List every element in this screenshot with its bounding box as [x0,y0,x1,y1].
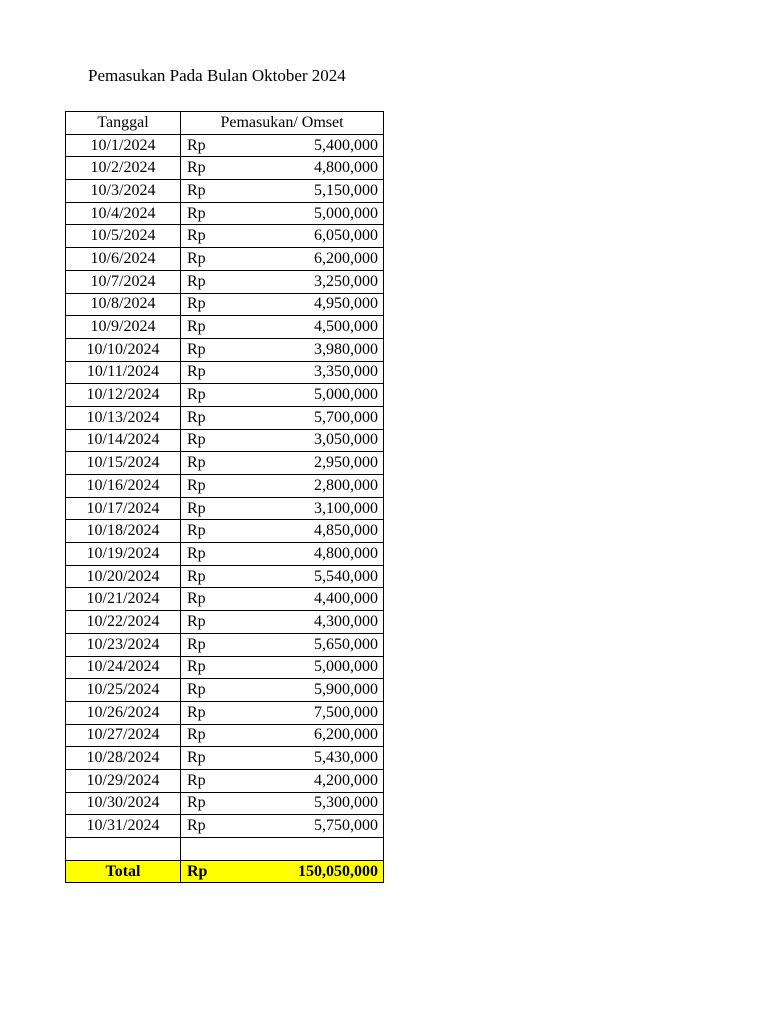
amount-value: 5,650,000 [314,635,378,653]
amount-value: 3,100,000 [314,499,378,517]
amount-value: 5,700,000 [314,408,378,426]
date-cell: 10/19/2024 [66,543,181,566]
total-amount-cell [181,860,384,883]
income-table [65,111,384,883]
currency-label: Rp [187,408,206,426]
amount-cell [181,769,384,792]
amount-value: 5,000,000 [314,658,378,676]
total-amount: 150,050,000 [298,862,378,880]
date-cell: 10/4/2024 [66,202,181,225]
amount-cell [181,429,384,452]
amount-value: 4,400,000 [314,590,378,608]
amount-cell [181,815,384,838]
currency-label: Rp [187,476,206,494]
currency-label: Rp [187,454,206,472]
currency-label: Rp [187,204,206,222]
currency-label: Rp [187,159,206,177]
amount-cell [181,656,384,679]
table-row [66,270,384,293]
table-row [66,248,384,271]
amount-cell [181,293,384,316]
table-row [66,679,384,702]
date-cell: 10/18/2024 [66,520,181,543]
date-cell: 10/7/2024 [66,270,181,293]
page-title: Pemasukan Pada Bulan Oktober 2024 [88,66,346,85]
amount-value: 6,200,000 [314,249,378,267]
amount-value: 6,200,000 [314,726,378,744]
header-date: Tanggal [66,112,181,135]
amount-value: 4,300,000 [314,612,378,630]
table-row [66,429,384,452]
amount-value: 5,000,000 [314,386,378,404]
table-row [66,202,384,225]
currency-label: Rp [187,386,206,404]
amount-cell [181,724,384,747]
currency-label: Rp [187,363,206,381]
amount-value: 6,050,000 [314,227,378,245]
amount-cell [181,157,384,180]
table-row [66,338,384,361]
currency-label: Rp [187,703,206,721]
amount-cell [181,180,384,203]
currency-label: Rp [187,794,206,812]
amount-value: 4,800,000 [314,159,378,177]
table-row [66,452,384,475]
currency-label: Rp [187,181,206,199]
date-cell: 10/31/2024 [66,815,181,838]
amount-value: 5,000,000 [314,204,378,222]
table-row [66,384,384,407]
date-cell: 10/24/2024 [66,656,181,679]
currency-label: Rp [187,272,206,290]
table-row [66,565,384,588]
amount-value: 3,980,000 [314,340,378,358]
table-row [66,724,384,747]
amount-cell [181,384,384,407]
date-cell: 10/10/2024 [66,338,181,361]
table-header-row [66,112,384,135]
amount-cell [181,248,384,271]
total-row [66,860,384,883]
blank-row [66,838,384,861]
amount-cell [181,747,384,770]
date-cell: 10/22/2024 [66,611,181,634]
date-cell: 10/1/2024 [66,134,181,157]
amount-value: 3,050,000 [314,431,378,449]
table-row [66,180,384,203]
amount-cell [181,202,384,225]
header-amount: Pemasukan/ Omset [181,112,384,135]
date-cell: 10/13/2024 [66,406,181,429]
amount-cell [181,679,384,702]
blank-cell [66,838,181,861]
currency-label: Rp [187,749,206,767]
table-row [66,633,384,656]
date-cell: 10/16/2024 [66,475,181,498]
amount-value: 5,540,000 [314,567,378,585]
date-cell: 10/12/2024 [66,384,181,407]
date-cell: 10/20/2024 [66,565,181,588]
table-row [66,497,384,520]
amount-value: 7,500,000 [314,703,378,721]
amount-value: 2,800,000 [314,476,378,494]
date-cell: 10/29/2024 [66,769,181,792]
table-row [66,792,384,815]
amount-cell [181,338,384,361]
blank-cell [181,838,384,861]
date-cell: 10/15/2024 [66,452,181,475]
currency-label: Rp [187,227,206,245]
currency-label: Rp [187,567,206,585]
amount-value: 5,150,000 [314,181,378,199]
currency-label: Rp [187,658,206,676]
currency-label: Rp [187,522,206,540]
table-row [66,611,384,634]
currency-label: Rp [187,726,206,744]
table-row [66,588,384,611]
amount-cell [181,588,384,611]
date-cell: 10/21/2024 [66,588,181,611]
amount-value: 5,900,000 [314,681,378,699]
amount-cell [181,565,384,588]
amount-value: 5,750,000 [314,817,378,835]
amount-cell [181,452,384,475]
table-row [66,543,384,566]
table-row [66,520,384,543]
date-cell: 10/30/2024 [66,792,181,815]
table-row [66,157,384,180]
currency-label: Rp [187,295,206,313]
date-cell: 10/23/2024 [66,633,181,656]
amount-value: 4,850,000 [314,522,378,540]
currency-label: Rp [187,431,206,449]
date-cell: 10/11/2024 [66,361,181,384]
table-row [66,701,384,724]
date-cell: 10/9/2024 [66,316,181,339]
amount-cell [181,406,384,429]
amount-cell [181,270,384,293]
currency-label: Rp [187,681,206,699]
amount-value: 3,350,000 [314,363,378,381]
table-row [66,225,384,248]
amount-cell [181,543,384,566]
table-row [66,475,384,498]
amount-value: 5,300,000 [314,794,378,812]
amount-value: 4,200,000 [314,771,378,789]
amount-value: 2,950,000 [314,454,378,472]
date-cell: 10/28/2024 [66,747,181,770]
currency-label: Rp [187,249,206,267]
currency-label: Rp [187,771,206,789]
table-body [66,134,384,837]
currency-label: Rp [187,136,206,154]
date-cell: 10/17/2024 [66,497,181,520]
currency-label: Rp [187,590,206,608]
table-row [66,815,384,838]
currency-label: Rp [187,544,206,562]
date-cell: 10/6/2024 [66,248,181,271]
amount-cell [181,134,384,157]
currency-label: Rp [187,318,206,336]
amount-cell [181,225,384,248]
amount-value: 5,400,000 [314,136,378,154]
currency-label: Rp [187,499,206,517]
date-cell: 10/5/2024 [66,225,181,248]
table-row [66,293,384,316]
amount-cell [181,361,384,384]
currency-label: Rp [187,340,206,358]
currency-label: Rp [187,635,206,653]
amount-cell [181,316,384,339]
table-row [66,316,384,339]
table-row [66,361,384,384]
table-row [66,769,384,792]
amount-cell [181,475,384,498]
currency-label: Rp [187,612,206,630]
amount-value: 4,500,000 [314,318,378,336]
amount-value: 3,250,000 [314,272,378,290]
date-cell: 10/14/2024 [66,429,181,452]
total-label: Total [66,860,181,883]
amount-value: 5,430,000 [314,749,378,767]
amount-value: 4,800,000 [314,544,378,562]
date-cell: 10/25/2024 [66,679,181,702]
amount-value: 4,950,000 [314,295,378,313]
table-row [66,406,384,429]
table-row [66,656,384,679]
total-currency: Rp [187,862,208,880]
amount-cell [181,701,384,724]
date-cell: 10/8/2024 [66,293,181,316]
date-cell: 10/2/2024 [66,157,181,180]
table-row [66,747,384,770]
amount-cell [181,497,384,520]
date-cell: 10/27/2024 [66,724,181,747]
table-row [66,134,384,157]
amount-cell [181,520,384,543]
amount-cell [181,611,384,634]
date-cell: 10/26/2024 [66,701,181,724]
date-cell: 10/3/2024 [66,180,181,203]
currency-label: Rp [187,817,206,835]
amount-cell [181,792,384,815]
amount-cell [181,633,384,656]
